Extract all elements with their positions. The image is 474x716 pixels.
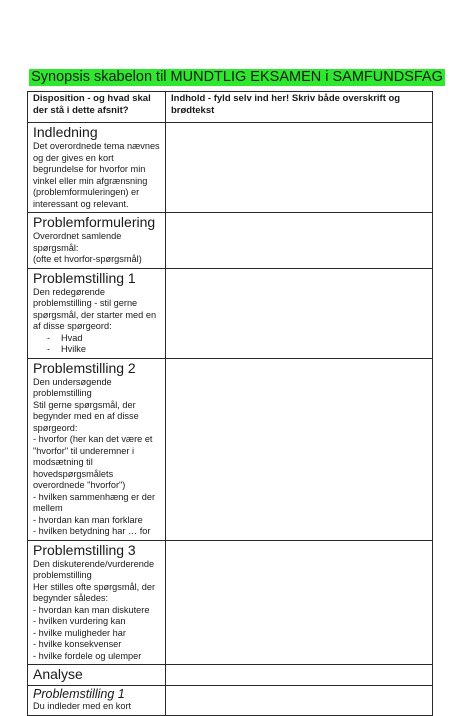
heading-indledning: Indledning: [33, 124, 98, 140]
header-disposition: Disposition - og hvad skal der stå i dette afsnit?: [28, 92, 166, 123]
header-content: Indhold - fyld selv ind her! Skriv både overskrift og brødtekst: [166, 92, 433, 123]
heading-analyse: Analyse: [33, 666, 83, 682]
input-analyse[interactable]: [166, 665, 433, 686]
cell-problemformulering: [28, 213, 166, 269]
ps1-bullet-hvilke: - Hvilke: [47, 344, 162, 356]
text-problemstilling-1: Den redegørende problemstilling - stil gerne spørgsmål, der starter med en af disse spørgeord:: [33, 286, 157, 331]
cell-problemstilling-1: [28, 268, 166, 358]
cell-analyse-problemstilling-1: [28, 686, 166, 716]
synopsis-table: [27, 91, 433, 716]
row-problemstilling-1: [28, 268, 433, 358]
heading-problemstilling-3: Problemstilling 3: [33, 541, 136, 558]
row-analyse: [28, 665, 433, 686]
heading-analyse-problemstilling-1: Problemstilling 1: [33, 687, 125, 701]
row-problemformulering: [28, 213, 433, 269]
cell-problemstilling-3: [28, 540, 166, 665]
ps3-line-2: Her stilles ofte spørgsmål, der begynder således:: [33, 581, 156, 603]
row-problemstilling-3: [28, 540, 433, 665]
heading-problemstilling-1: Problemstilling 1: [33, 269, 136, 286]
title-wrapper: [0, 68, 474, 86]
text-indledning: Det overordnede tema nævnes og der gives en kort begrundelse for hvorfor min vinkel eller min afgrænsning (problemformuleringen) er interessant og relevant.: [33, 141, 160, 209]
input-problemstilling-1[interactable]: [166, 268, 433, 358]
ps3-line-7: - hvilke fordele og ulemper: [33, 650, 142, 661]
ps1-bullet-list: [33, 333, 162, 356]
ps2-line-6: - hvilken betydning har … for: [33, 526, 151, 536]
ps2-line-2: Stil gerne spørgsmål, der begynder med en af disse spørgeord:: [33, 399, 139, 433]
input-problemstilling-2[interactable]: [166, 358, 433, 540]
ps2-line-1: Den undersøgende problemstilling: [33, 376, 112, 398]
input-indledning[interactable]: [166, 123, 433, 213]
ps3-line-1: Den diskuterende/vurderende problemstilling: [33, 558, 155, 580]
ps3-line-4: - hvilken vurdering kan: [33, 616, 126, 626]
problemformulering-line-2: (ofte et hvorfor-spørgsmål): [33, 254, 142, 264]
cell-indledning: [28, 123, 166, 213]
ps2-line-3: - hvorfor (her kan det være et "hvorfor" til underemner i modsætning til hovedspørgsmålets overordnede "hvorfor"): [33, 434, 153, 490]
text-analyse-problemstilling-1: Du indleder med en kort: [33, 701, 132, 711]
ps2-line-4: - hvilken sammenhæng er der mellem: [33, 491, 156, 513]
ps3-line-3: - hvordan kan man diskutere: [33, 604, 150, 615]
input-problemstilling-3[interactable]: [166, 540, 433, 665]
input-analyse-problemstilling-1[interactable]: [166, 686, 433, 716]
cell-analyse: [28, 665, 166, 686]
heading-problemformulering: Problemformulering: [33, 214, 156, 230]
problemformulering-line-1: Overordnet samlende spørgsmål:: [33, 231, 122, 253]
ps2-line-5: - hvordan kan man forklare: [33, 514, 143, 525]
heading-problemstilling-2: Problemstilling 2: [33, 359, 136, 376]
cell-problemstilling-2: [28, 358, 166, 540]
input-problemformulering[interactable]: [166, 213, 433, 269]
header-row: [28, 92, 433, 123]
row-analyse-problemstilling-1: [28, 686, 433, 716]
ps1-bullet-hvad: - Hvad: [47, 333, 162, 345]
ps3-line-5: - hvilke muligheder har: [33, 627, 126, 638]
ps3-line-6: - hvilke konsekvenser: [33, 639, 122, 649]
row-indledning: [28, 123, 433, 213]
row-problemstilling-2: [28, 358, 433, 540]
document-title: Synopsis skabelon til MUNDTLIG EKSAMEN i SAMFUNDSFAG: [31, 69, 443, 85]
